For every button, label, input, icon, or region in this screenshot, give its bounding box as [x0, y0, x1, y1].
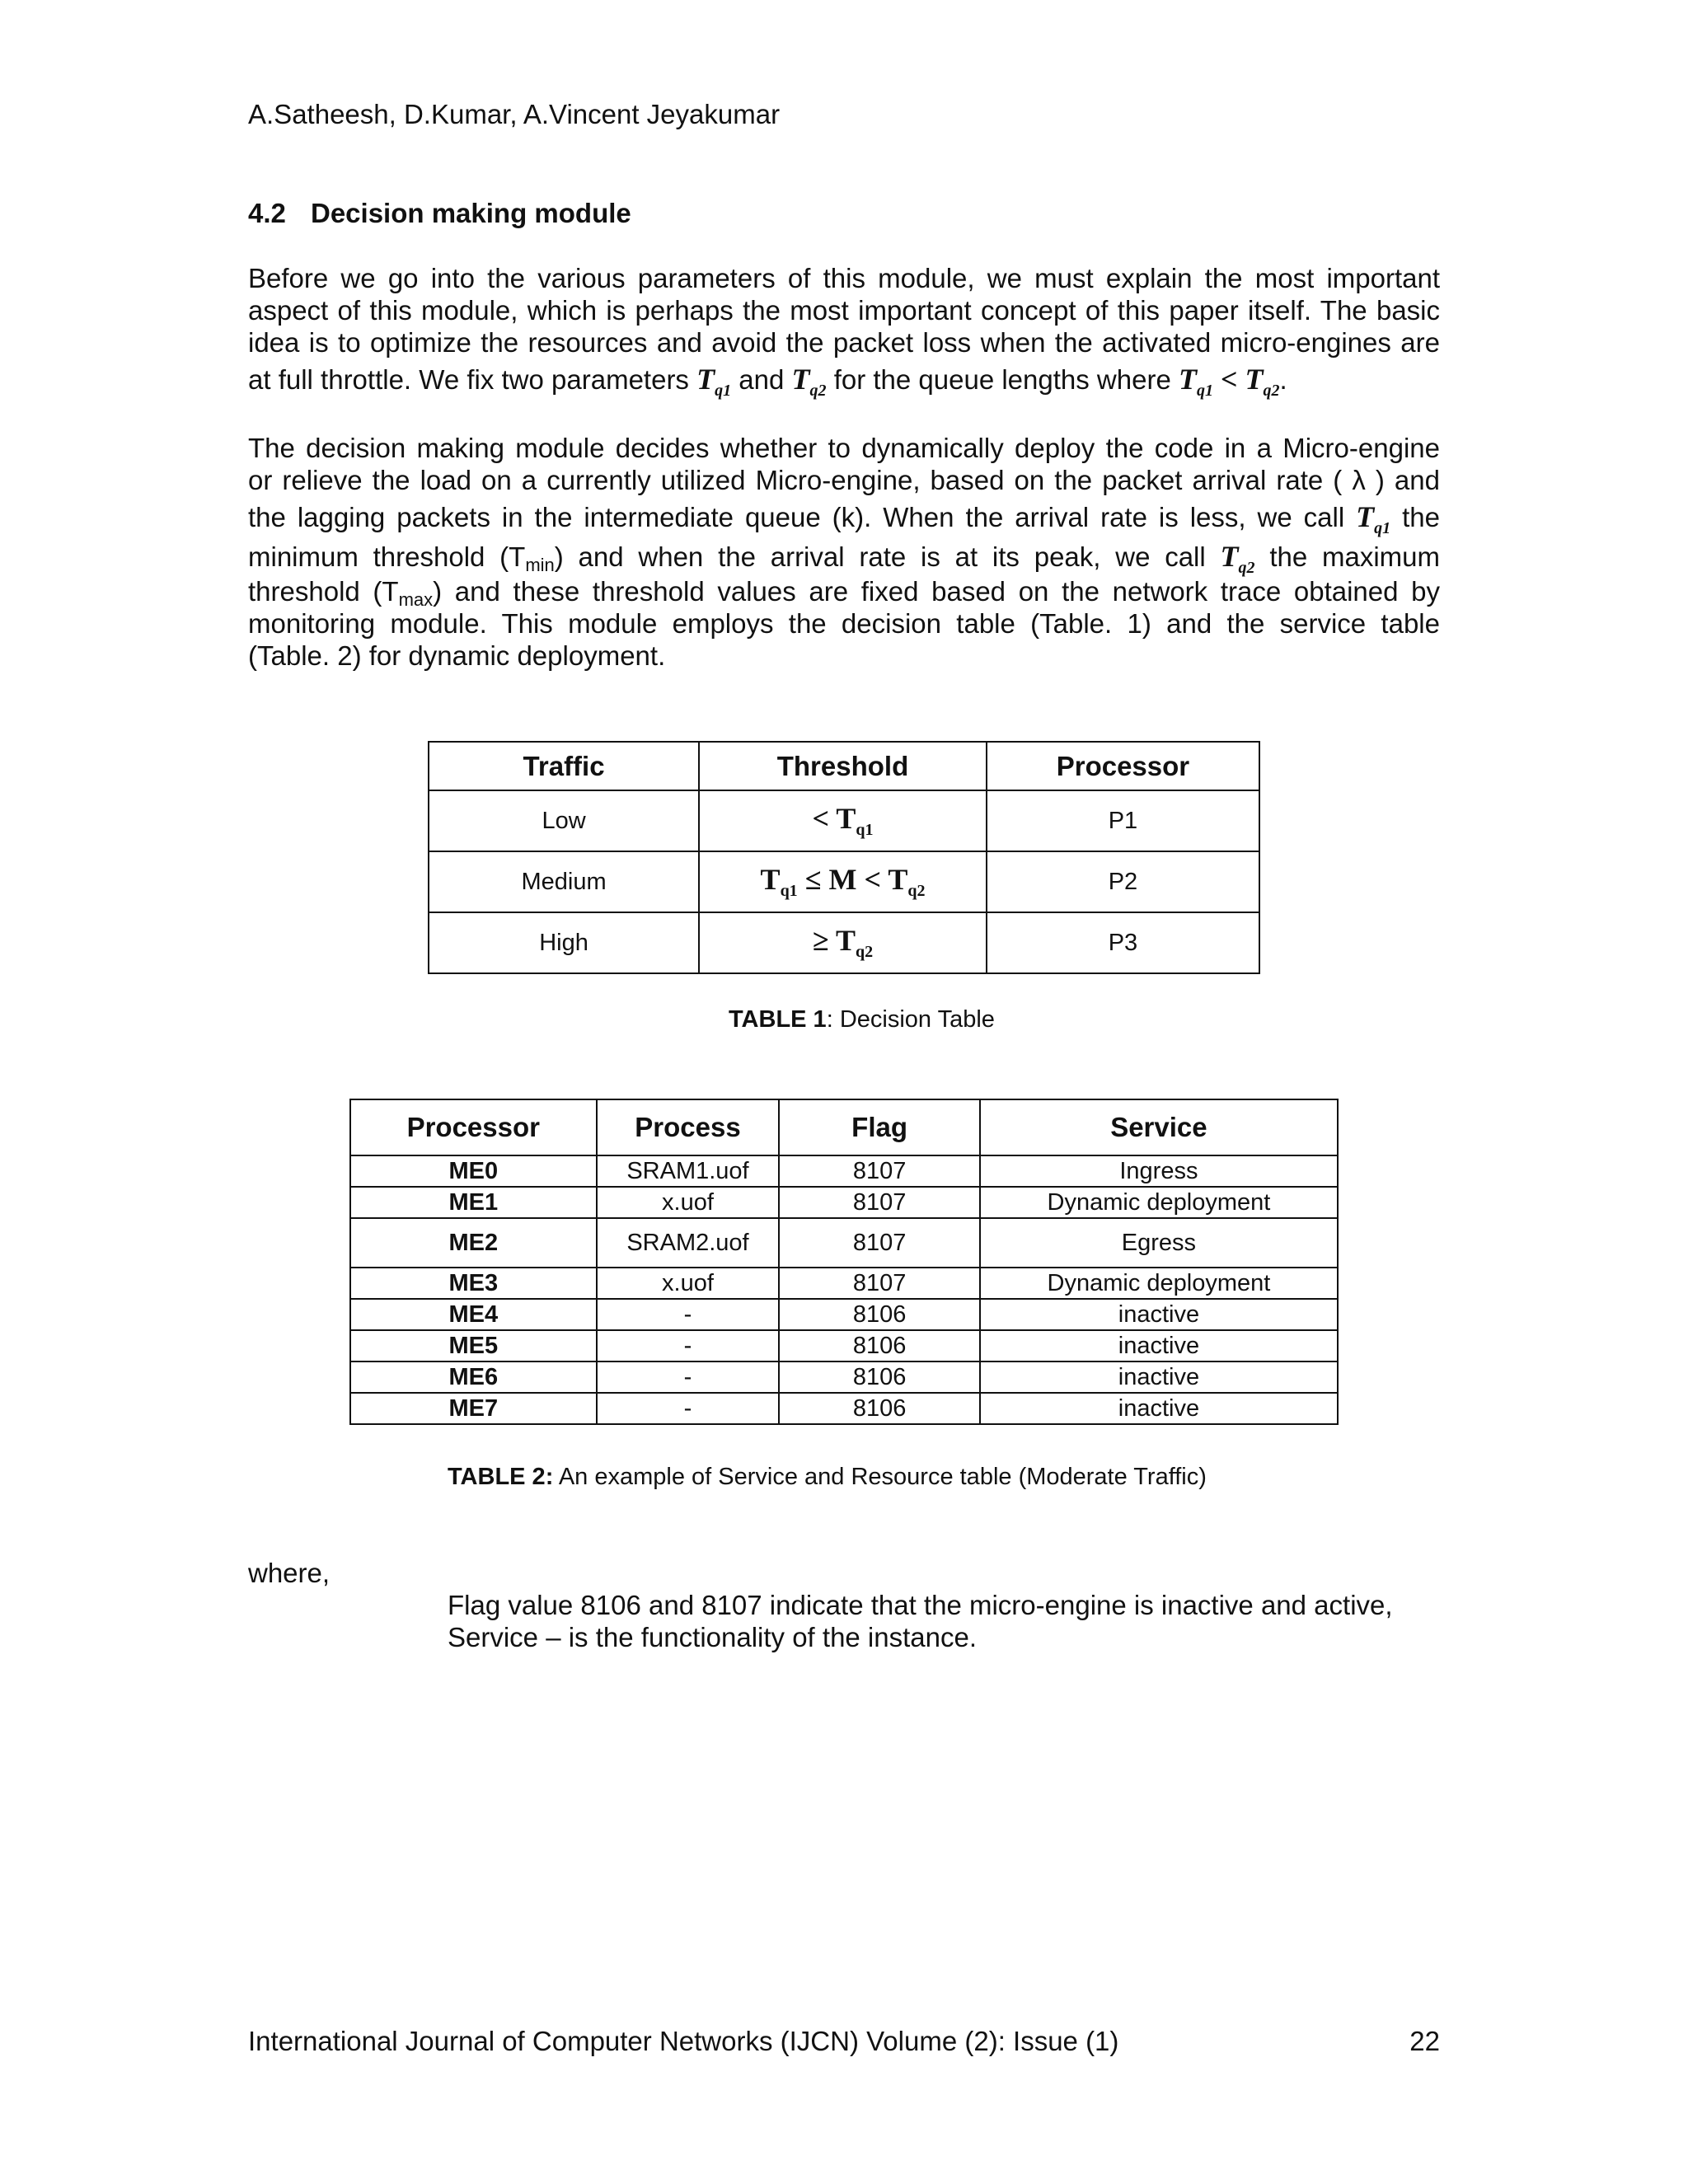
threshold-cell: < $T_{q1}$	[699, 790, 987, 851]
table-row	[350, 1330, 1338, 1361]
column-header-threshold: Threshold	[699, 742, 987, 790]
threshold-cell: ≥ $T_{q2}$	[699, 912, 987, 973]
table-2-caption: TABLE 2: An example of Service and Resource table (Moderate Traffic)	[448, 1464, 1207, 1490]
paragraph-line: or relieve the load on a currently utilized Micro-engine, based on the packet arrival rate ( λ ) and	[248, 465, 1440, 495]
process-cell: x.uof	[597, 1268, 780, 1299]
column-header-process: Process	[597, 1099, 780, 1155]
paragraph-line: aspect of this module, which is perhaps the most important concept of this paper itself. The basic	[248, 295, 1440, 326]
service-cell: Ingress	[980, 1155, 1338, 1187]
definitions	[448, 1589, 1393, 1653]
table-1-caption: TABLE 1: Decision Table	[729, 1006, 995, 1033]
symbol-tq1: $T_{q1}$	[696, 363, 732, 401]
threshold-cell: $T_{q1} \le M < T_{q2}$	[699, 851, 987, 912]
flag-cell: 8106	[779, 1361, 979, 1393]
column-header-processor: Processor	[350, 1099, 597, 1155]
paragraph-line: minimum threshold (Tmin) and when the arrival rate is at its peak, we call $T_{q2}$ the maximum	[248, 540, 1440, 578]
definition-line: Flag value 8106 and 8107 indicate that the micro-engine is inactive and active,	[448, 1590, 1393, 1620]
processor-cell: ME6	[350, 1361, 597, 1393]
decision-table	[428, 741, 1260, 974]
service-cell: Dynamic deployment	[980, 1187, 1338, 1218]
flag-cell: 8106	[779, 1299, 979, 1330]
processor-cell: ME4	[350, 1299, 597, 1330]
symbol-tq2: $T_{q2}$	[791, 363, 827, 401]
process-cell: -	[597, 1330, 780, 1361]
process-cell: -	[597, 1393, 780, 1424]
symbol-inequality: $T_{q1} < T_{q2}$	[1178, 363, 1280, 401]
paragraph-1	[248, 262, 1440, 401]
service-cell: inactive	[980, 1361, 1338, 1393]
definition-line: Service – is the functionality of the instance.	[448, 1622, 978, 1652]
table-row	[350, 1268, 1338, 1299]
table-row	[350, 1299, 1338, 1330]
process-cell: SRAM1.uof	[597, 1155, 780, 1187]
table-row	[429, 912, 1259, 973]
table-header-row	[429, 742, 1259, 790]
section-number: 4.2	[248, 198, 286, 228]
traffic-cell: High	[429, 912, 699, 973]
column-header-flag: Flag	[779, 1099, 979, 1155]
processor-cell: P1	[987, 790, 1259, 851]
process-cell: -	[597, 1361, 780, 1393]
flag-cell: 8107	[779, 1155, 979, 1187]
section-title: Decision making module	[311, 198, 631, 228]
processor-cell: ME2	[350, 1218, 597, 1268]
paragraph-line: threshold (Tmax) and these threshold values are fixed based on the network trace obtained by	[248, 576, 1440, 610]
symbol-tq1: $T_{q1}$	[1356, 500, 1391, 538]
paragraph-line: (Table. 2) for dynamic deployment.	[248, 640, 666, 671]
flag-cell: 8107	[779, 1218, 979, 1268]
column-header-processor: Processor	[987, 742, 1259, 790]
service-cell: inactive	[980, 1330, 1338, 1361]
paragraph-line: The decision making module decides whether to dynamically deploy the code in a Micro-engine	[248, 433, 1440, 463]
table-row	[350, 1393, 1338, 1424]
table-row	[350, 1155, 1338, 1187]
where-label: where,	[248, 1558, 331, 1588]
processor-cell: P2	[987, 851, 1259, 912]
process-cell: SRAM2.uof	[597, 1218, 780, 1268]
processor-cell: ME0	[350, 1155, 597, 1187]
table-row	[350, 1218, 1338, 1268]
processor-cell: ME7	[350, 1393, 597, 1424]
running-header-authors: A.Satheesh, D.Kumar, A.Vincent Jeyakumar	[248, 99, 781, 129]
paragraph-2	[248, 432, 1440, 672]
flag-cell: 8106	[779, 1330, 979, 1361]
process-cell: x.uof	[597, 1187, 780, 1218]
service-cell: inactive	[980, 1299, 1338, 1330]
processor-cell: ME5	[350, 1330, 597, 1361]
flag-cell: 8106	[779, 1393, 979, 1424]
processor-cell: ME1	[350, 1187, 597, 1218]
page-number: 22	[1409, 2026, 1440, 2056]
service-cell: Dynamic deployment	[980, 1268, 1338, 1299]
paragraph-line: Before we go into the various parameters of this module, we must explain the most important	[248, 263, 1440, 293]
traffic-cell: Low	[429, 790, 699, 851]
table-row	[350, 1187, 1338, 1218]
traffic-cell: Medium	[429, 851, 699, 912]
paragraph-line: monitoring module. This module employs the decision table (Table. 1) and the service table	[248, 608, 1440, 639]
footer-journal: International Journal of Computer Networks (IJCN) Volume (2): Issue (1)	[248, 2026, 1119, 2056]
paragraph-line: at full throttle. We fix two parameters $T_{q1}$ and $T_{q2}$ for the queue lengths where $T_{q1} < T_{q2}$.	[248, 363, 1287, 401]
service-cell: inactive	[980, 1393, 1338, 1424]
flag-cell: 8107	[779, 1268, 979, 1299]
flag-cell: 8107	[779, 1187, 979, 1218]
section-heading	[248, 198, 631, 229]
service-cell: Egress	[980, 1218, 1338, 1268]
column-header-service: Service	[980, 1099, 1338, 1155]
service-resource-table	[349, 1099, 1339, 1425]
table-row	[350, 1361, 1338, 1393]
column-header-traffic: Traffic	[429, 742, 699, 790]
paragraph-line: the lagging packets in the intermediate queue (k). When the arrival rate is less, we call $T_{q1}$ the	[248, 500, 1440, 538]
table-row	[429, 790, 1259, 851]
processor-cell: P3	[987, 912, 1259, 973]
paragraph-line: idea is to optimize the resources and avoid the packet loss when the activated micro-engines are	[248, 327, 1440, 358]
symbol-tq2: $T_{q2}$	[1220, 540, 1255, 578]
table-row	[429, 851, 1259, 912]
process-cell: -	[597, 1299, 780, 1330]
processor-cell: ME3	[350, 1268, 597, 1299]
table-header-row	[350, 1099, 1338, 1155]
